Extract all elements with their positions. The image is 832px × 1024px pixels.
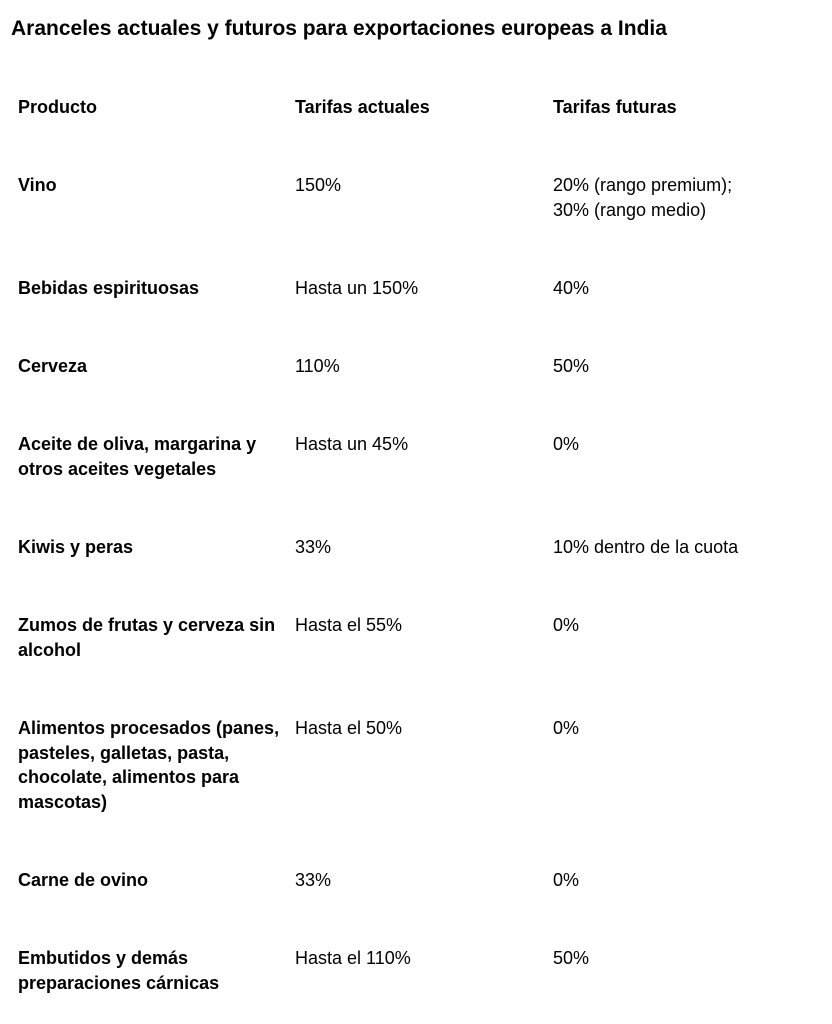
product-cell: Aceite de oliva, margarina y otros aceites vegetales xyxy=(18,434,257,479)
future-tariff-cell: 50% xyxy=(553,948,590,968)
future-tariff-cell: 10% dentro de la cuota xyxy=(553,537,739,557)
tariff-table xyxy=(18,95,818,1006)
table-row xyxy=(18,716,818,868)
future-tariff-cell: 0% xyxy=(553,615,580,635)
current-tariff-cell: Hasta un 150% xyxy=(295,278,419,298)
future-tariff-cell: 0% xyxy=(553,434,580,454)
future-tariff-cell: 50% xyxy=(553,356,590,376)
future-tariff-cell: 40% xyxy=(553,278,590,298)
product-cell: Vino xyxy=(18,175,57,195)
current-tariff-cell: Hasta el 50% xyxy=(295,718,403,738)
current-tariff-cell: Hasta un 45% xyxy=(295,434,409,454)
current-tariff-cell: 33% xyxy=(295,870,332,890)
table-row xyxy=(18,946,818,1006)
current-tariff-cell: 33% xyxy=(295,537,332,557)
current-tariff-cell: 110% xyxy=(295,356,340,376)
table-row xyxy=(18,613,818,716)
product-cell: Carne de ovino xyxy=(18,870,149,890)
table-row xyxy=(18,432,818,535)
future-tariff-cell: 0% xyxy=(553,718,580,738)
product-cell: Cerveza xyxy=(18,356,88,376)
product-cell: Embutidos y demás preparaciones cárnicas xyxy=(18,948,220,993)
header-current-tariffs: Tarifas actuales xyxy=(295,97,430,117)
current-tariff-cell: 150% xyxy=(295,175,342,195)
table-header-row xyxy=(18,95,818,173)
table-row xyxy=(18,354,818,432)
product-cell: Zumos de frutas y cerveza sin alcohol xyxy=(18,615,276,660)
future-tariff-cell: 0% xyxy=(553,870,580,890)
product-cell: Alimentos procesados (panes, pasteles, galletas, pasta, chocolate, alimentos para mascotas) xyxy=(18,718,280,812)
future-tariff-cell: 20% (rango premium); 30% (rango medio) xyxy=(553,175,733,220)
current-tariff-cell: Hasta el 55% xyxy=(295,615,403,635)
header-product: Producto xyxy=(18,97,97,117)
table-row xyxy=(18,535,818,613)
table-row xyxy=(18,868,818,946)
header-future-tariffs: Tarifas futuras xyxy=(553,97,677,117)
page-title: Aranceles actuales y futuros para exportaciones europeas a India xyxy=(11,17,667,40)
product-cell: Bebidas espirituosas xyxy=(18,278,200,298)
current-tariff-cell: Hasta el 110% xyxy=(295,948,411,968)
product-cell: Kiwis y peras xyxy=(18,537,134,557)
table-row xyxy=(18,173,818,276)
table-row xyxy=(18,276,818,354)
